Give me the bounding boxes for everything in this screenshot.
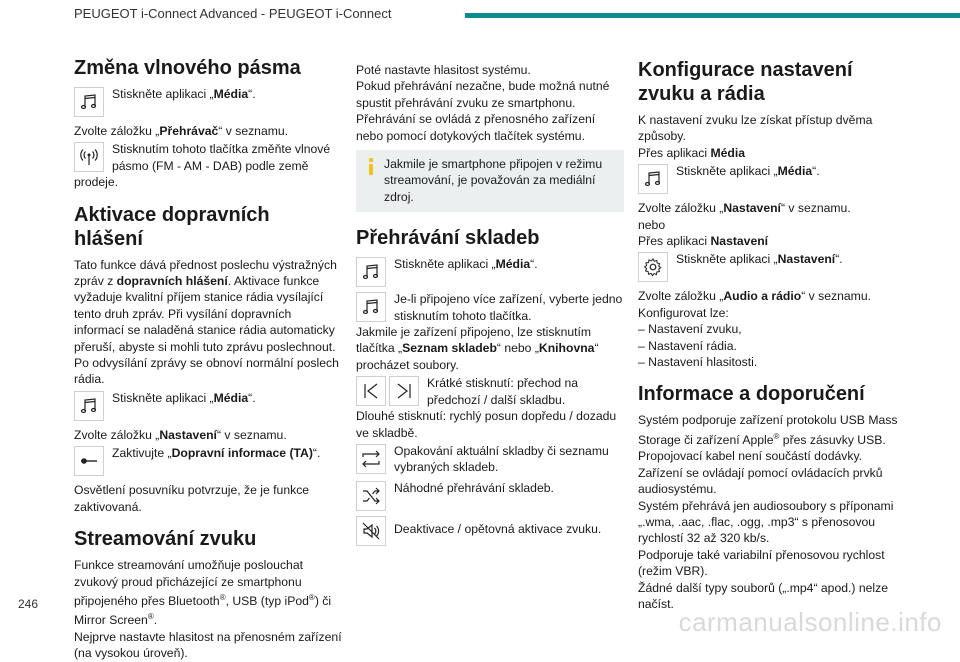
next-track-icon (389, 376, 419, 406)
music-note-icon (74, 391, 104, 421)
section-title-band: Změna vlnového pásma (74, 57, 301, 79)
shuffle-icon (356, 481, 386, 511)
tab-instruction: Zvolte záložku „Přehrávač“ v seznamu. (74, 124, 289, 138)
step-repeat: Opakování aktuální skladby či seznamu vybraných skladeb. (356, 443, 624, 476)
list-item: – Nastavení hlasitosti. (638, 355, 758, 370)
step-media-2: Stiskněte aplikaci „Média“. (74, 390, 342, 421)
list-item: – Nastavení zvuku, (638, 322, 742, 337)
music-note-icon (356, 257, 386, 287)
step-media-4: Stiskněte aplikaci „Média“. (638, 163, 903, 194)
music-note-icon (638, 164, 668, 194)
watermark: carmanualsonline.info (678, 607, 942, 637)
section-title-streaming: Streamování zvuku (74, 528, 257, 551)
step-media-3: Stiskněte aplikaci „Média“. (356, 256, 624, 287)
repeat-icon (356, 444, 386, 474)
step-mute: Deaktivace / opětovná aktivace zvuku. (356, 515, 624, 546)
section-title-traffic: Aktivace dopravních hlášení (74, 203, 270, 250)
info-icon (364, 156, 378, 175)
section-title-playback: Přehrávání skladeb (356, 227, 540, 250)
page-number: 246 (18, 597, 39, 611)
section-title-config: Konfigurace nastavení zvuku a rádia (638, 59, 853, 105)
step-media: Stiskněte aplikaci „Média“. (74, 86, 342, 117)
step-band: Stisknutím tohoto tlačítka změňte vlnové pásmo (FM - AM - DAB) podle země (74, 141, 342, 174)
mute-speaker-icon (356, 516, 386, 546)
column-1: Změna vlnového pásma Stiskněte aplikaci „Média“. Zvolte záložku „Přehrávač“ v seznamu. Stisknutím tohoto tlačítka změňte vlnové pásmo (FM - AM - DAB) podle země prodeje. Aktivace dopravních hlášení Tato funkce dává přednost poslechu výstražných zpráv z dopravních hlášení. Aktivace funkce vyžaduje kvalitní příjem stanice rádia vysílající tento druh zpráv. Při vysílání dopravních informací se naladěná stanice rádia automaticky přeruší, abyste si mohli tuto zprávu poslechnout. Po odvysílání zprávy se obnoví normální poslech rádia. Stiskněte aplikaci „Média“. Zvolte záložku „Nastavení“ v seznamu. Zaktivujte „Dopravní informace (TA)“. Osvětlení posuvníku potvrzuje, že je funkce zaktivovaná. Streamování zvuku Funkce streamování umožňuje poslouchat zvukový proud přicházející ze smartphonu připojeného přes Bluetooth®, USB (typ iPod®) či Mirror Screen®. Nejprve nastavte hlasitost na přenosném zařízení (na vysokou úroveň). (74, 57, 342, 661)
section-title-info: Informace a doporučení (638, 383, 865, 406)
music-note-icon (74, 87, 104, 117)
column-2: Poté nastavte hlasitost systému. Pokud přehrávání nezačne, bude možná nutné spustit přehrávání zvuku ze smartphonu. Přehrávání se ovládá z přenosného zařízení nebo pomocí dotykových tlačítek systému. Jakmile je smartphone připojen v režimu streamování, je považován za mediální zdroj. Přehrávání skladeb Stiskněte aplikaci „Média“. Je-li připojeno více zařízení, vyberte jedno stisknutím tohoto tlačítka. Jakmile je zařízení připojeno, lze stisknutím tlačítka „Seznam skladeb“ nebo „Knihovna“ procházet soubory. Krátké stisknutí: přechod na předchozí / další skladbu. Dlouhé stisknutí: rychlý posun dopředu / dozadu ve skladbě. Opakování aktuální skladby či seznamu vybraných skladeb. Náhodné přehrávání skladeb. Deaktivace / opětovná aktivace zvuku. (356, 62, 624, 546)
step-settings: Stiskněte aplikaci „Nastavení“. (638, 251, 903, 282)
info-note: Jakmile je smartphone připojen v režimu streamování, je považován za mediální zdroj. (356, 150, 624, 212)
step-select-device: Je-li připojeno více zařízení, vyberte jedno stisknutím tohoto tlačítka. (356, 291, 624, 324)
list-item: – Nastavení rádia. (638, 338, 737, 353)
music-note-icon (356, 292, 386, 322)
traffic-paragraph: Tato funkce dává přednost poslechu výstražných zpráv z dopravních hlášení. Aktivace funkce vyžaduje kvalitní příjem stanice rádia vysílající tento druh zpráv. Při vysílání dopravních informací se naladěná stanice rádia automaticky přeruší, abyste si mohli tuto zprávu poslechnout. Po odvysílání zprávy se obnoví normální poslech rádia. (74, 257, 339, 387)
step-shuffle: Náhodné přehrávání skladeb. (356, 480, 624, 511)
step-ta: Zaktivujte „Dopravní informace (TA)“. (74, 445, 342, 476)
previous-track-icon (356, 376, 386, 406)
step-skip: Krátké stisknutí: přechod na předchozí / další skladbu. (356, 375, 624, 408)
header-accent-bar (465, 13, 960, 18)
column-3: Konfigurace nastavení zvuku a rádia K nastavení zvuku lze získat přístup dvěma způsoby. Přes aplikaci Média Stiskněte aplikaci „Média“. Zvolte záložku „Nastavení“ v seznamu. nebo Přes aplikaci Nastavení Stiskněte aplikaci „Nastavení“. Zvolte záložku „Audio a rádio“ v seznamu. Konfigurovat lze: – Nastavení zvuku, – Nastavení rádia. – Nastavení hlasitosti. Informace a doporučení Systém podporuje zařízení protokolu USB Mass Storage či zařízení Apple® přes zásuvky USB. Propojovací kabel není součástí dodávky. Zařízení se ovládají pomocí ovládacích prvků audiosystému. Systém přehrává jen audiosoubory s příponami „.wma, .aac, .flac, .ogg, .mp3“ s přenosovou rychlostí 32 až 320 kb/s. Podporuje také variabilní přenosovou rychlost (režim VBR). Žádné další typy souborů („.mp4“ apod.) nelze načíst. (638, 58, 903, 612)
toggle-switch-icon (74, 446, 104, 476)
running-header: PEUGEOT i-Connect Advanced - PEUGEOT i-Connect (74, 6, 392, 21)
gear-icon (638, 252, 668, 282)
antenna-icon (74, 142, 104, 172)
